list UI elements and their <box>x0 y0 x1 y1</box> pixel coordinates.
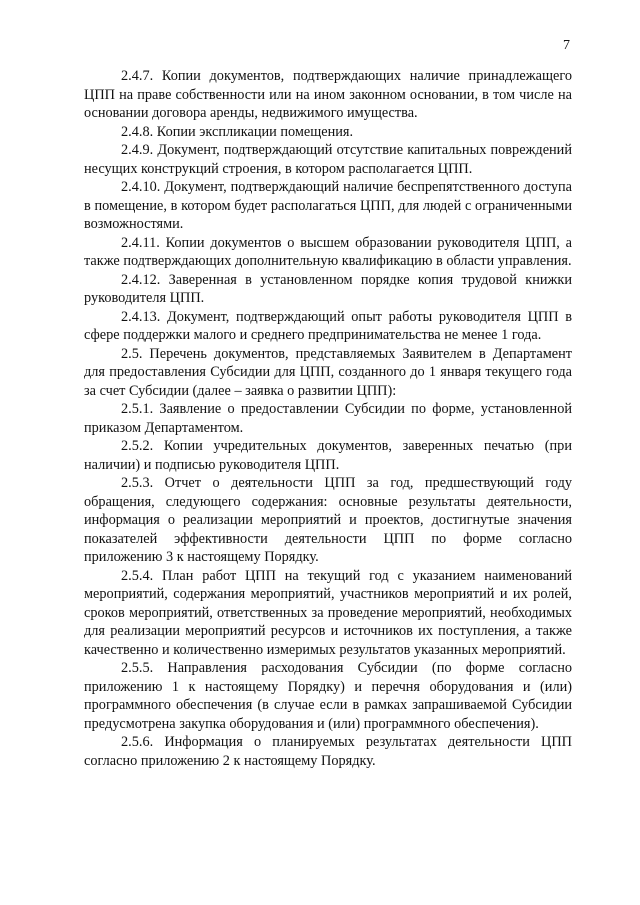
paragraph-2-4-12: 2.4.12. Заверенная в установленном порядке копия трудовой книжки руководителя ЦПП. <box>84 271 572 306</box>
paragraph-2-5: 2.5. Перечень документов, представляемых Заявителем в Департамент для предоставления Субсидии для ЦПП, созданного до 1 января текущего года за счет Субсидии (далее – заявка о развитии ЦПП): <box>84 345 572 399</box>
paragraph-2-5-2: 2.5.2. Копии учредительных документов, заверенных печатью (при наличии) и подписью руководителя ЦПП. <box>84 438 572 473</box>
paragraph-2-5-1: 2.5.1. Заявление о предоставлении Субсидии по форме, установленной приказом Департаментом. <box>84 401 572 436</box>
paragraph-2-4-7: 2.4.7. Копии документов, подтверждающих наличие принадлежащего ЦПП на праве собственности или на ином законном основании, в том числе на основании договора аренды, недвижимого имущества. <box>84 68 572 121</box>
paragraph-2-4-8: 2.4.8. Копии экспликации помещения. <box>121 123 354 140</box>
paragraph-2-4-13: 2.4.13. Документ, подтверждающий опыт работы руководителя ЦПП в сфере поддержки малого и среднего предпринимательства не менее 1 года. <box>84 308 572 343</box>
paragraph-2-5-4: 2.5.4. План работ ЦПП на текущий год с указанием наименований мероприятий, содержания мероприятий, участников мероприятий и их ролей, сроков мероприятий, ответственных за проведение мероприятий, необходимых для реализации мероприятий ресурсов и источников их поступления, а также качественно и количественно измеримых результатов указанных мероприятий. <box>84 567 572 658</box>
paragraph-2-4-9: 2.4.9. Документ, подтверждающий отсутствие капитальных повреждений несущих конструкций строения, в котором располагается ЦПП. <box>84 142 572 177</box>
paragraph-2-5-6: 2.5.6. Информация о планируемых результатах деятельности ЦПП согласно приложению 2 к настоящему Порядку. <box>84 734 572 769</box>
document-body <box>84 67 572 770</box>
paragraph-2-5-3: 2.5.3. Отчет о деятельности ЦПП за год, предшествующий году обращения, следующего содержания: основные результаты деятельности, информация о реализации мероприятий и проектов, достигнутые значения показателей эффективности деятельности ЦПП по форме согласно приложению 3 к настоящему Порядку. <box>84 475 572 565</box>
page-number: 7 <box>563 38 570 53</box>
paragraph-2-4-10: 2.4.10. Документ, подтверждающий наличие беспрепятственного доступа в помещение, в котором будет располагаться ЦПП, для людей с ограниченными возможностями. <box>84 179 572 232</box>
paragraph-2-5-5: 2.5.5. Направления расходования Субсидии (по форме согласно приложению 1 к настоящему Порядку) и перечня оборудования и (или) программного обеспечения (в случае если в рамках запрашиваемой Субсидии предусмотрена закупка оборудования и (или) программного обеспечения). <box>84 660 572 732</box>
paragraph-2-4-11: 2.4.11. Копии документов о высшем образовании руководителя ЦПП, а также подтверждающих дополнительную квалификацию в области управления. <box>84 234 572 269</box>
